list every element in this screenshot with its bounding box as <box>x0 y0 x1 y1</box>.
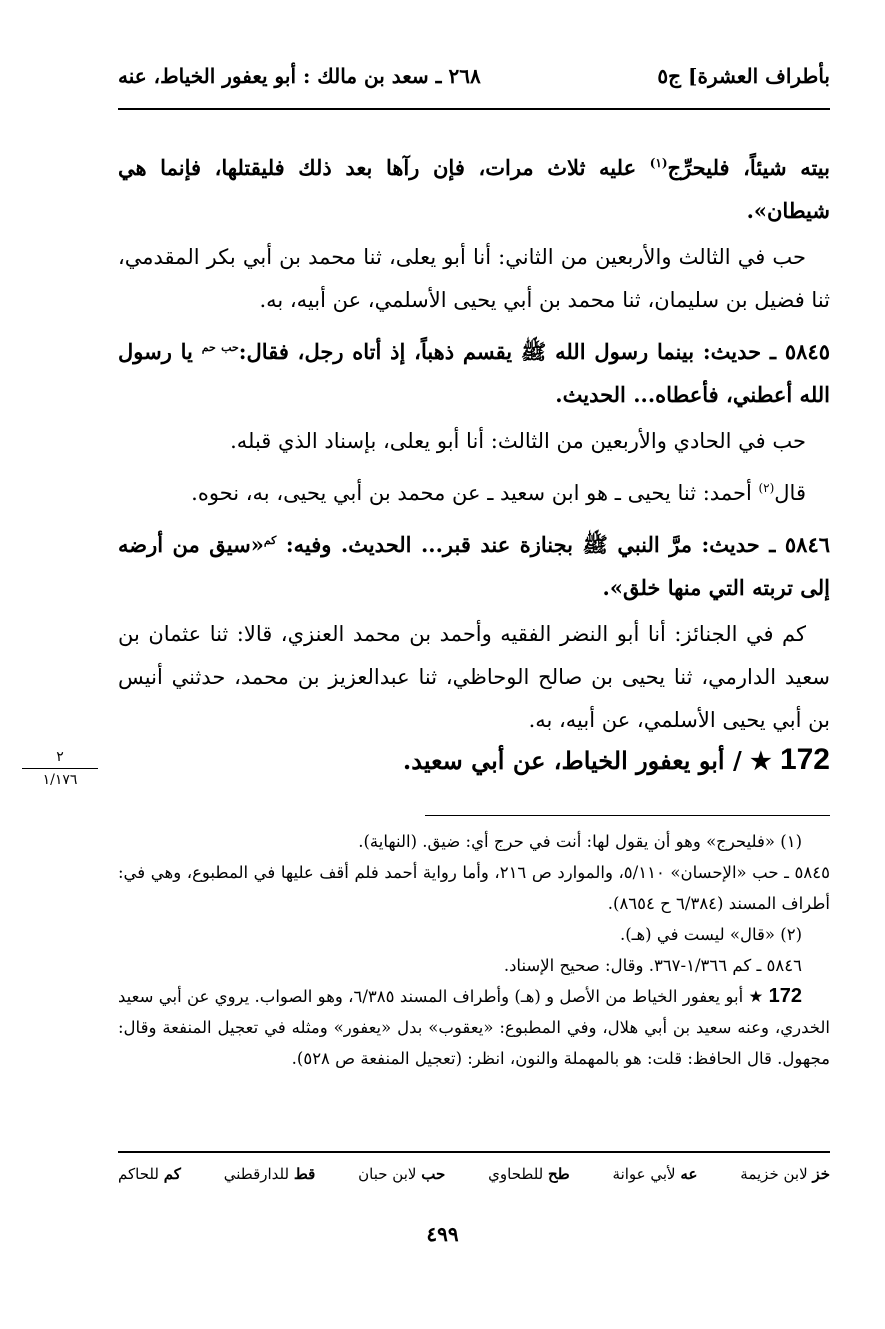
abbreviations-rule <box>118 1151 830 1153</box>
paragraph-5: قال$^{(٢)}$ أحمد: ثنا يحيى ـ هو ابن سعيد ـ عن محمد بن أبي يحيى، به، نحوه. <box>191 481 806 505</box>
paragraph-1: بيته شيئاً، فليحرِّج$^{(١)}$ عليه ثلاث مرات، فإن رآها بعد ذلك فليقتلها، فإنما هي شيطان». <box>118 155 830 223</box>
abbreviation-item: عه لأبي عوانة <box>612 1165 698 1183</box>
paragraph-4: حب في الحادي والأربعين من الثالث: أنا أبو يعلى، بإسناد الذي قبله. <box>230 429 806 453</box>
margin-reference-bottom: ١/١٧٦ <box>42 772 78 788</box>
abbreviation-item: خز لابن خزيمة <box>740 1165 830 1183</box>
header-book-title: بأطراف العشرة] ج٥ <box>657 64 830 88</box>
header-rule <box>118 108 830 110</box>
footnote-5846: ٥٨٤٦ ـ كم ١/٣٦٦-٣٦٧. وقال: صحيح الإسناد. <box>503 956 802 975</box>
paragraph-2: حب في الثالث والأربعين من الثاني: أنا أبو يعلى، ثنا محمد بن أبي بكر المقدمي، ثنا فضيل بن سليمان، ثنا محمد بن أبي يحيى الأسلمي، عن أبيه، به. <box>118 245 830 312</box>
hadith-number: ٥٨٤٦ <box>784 532 831 557</box>
abbreviation-item: كم للحاكم <box>118 1165 181 1183</box>
footnote-1: (١) «فليحرج» وهو أن يقول لها: أنت في حرج أي: ضيق. (النهاية). <box>358 832 802 851</box>
hadith-5846: ٥٨٤٦ ـ حديث: مرَّ النبي ﷺ بجنازة عند قبر... الحديث. وفيه: $^{كم}$«سيق من أرضه إلى تربته التي منها خلق». <box>118 532 831 600</box>
main-text <box>118 142 830 746</box>
footnote-entry-number: 172 <box>768 985 802 1007</box>
star-icon: ★ <box>750 746 772 775</box>
hadith-number: ٥٨٤٥ <box>784 339 830 364</box>
abbreviation-item: طح للطحاوي <box>488 1165 570 1183</box>
entry-heading-172 <box>118 740 830 781</box>
margin-source-marker: حب حم <box>201 341 239 354</box>
footnote-rule <box>425 815 830 816</box>
footnote-ref-1: (١) <box>649 156 668 170</box>
footnote-2: (٢) «قال» ليست في (هـ). <box>619 925 802 944</box>
entry-slash: / <box>732 746 742 775</box>
abbreviation-item: حب لابن حبان <box>358 1165 446 1183</box>
abbreviations-key <box>118 1165 830 1183</box>
entry-number: 172 <box>779 743 830 776</box>
margin-source-marker: كم <box>263 534 277 547</box>
margin-reference-divider <box>22 768 98 769</box>
margin-reference <box>22 748 98 789</box>
entry-title: أبو يعفور الخياط، عن أبي سعيد. <box>402 746 725 775</box>
footnotes <box>118 826 830 1074</box>
footnote-ref-2: (٢) <box>758 481 775 495</box>
header-section-title: ٢٦٨ ـ سعد بن مالك : أبو يعفور الخياط، عنه <box>118 64 481 88</box>
abbreviation-item: قط للدارقطني <box>223 1165 316 1183</box>
page-number: ٤٩٩ <box>426 1222 459 1246</box>
footnote-172: 172 ★ أبو يعفور الخياط من الأصل و (هـ) وأطراف المسند ٦/٣٨٥، وهو الصواب. يروي عن أبي سعيد الخدري، وعنه سعيد بن أبي هلال، وفي المطبوع: «يعقوب» بدل «يعفور» ومثله في تعجيل المنفعة وقال: مجهول. قال الحافظ: قلت: هو بالمهملة والنون، انظر: (تعجيل المنفعة ص ٥٢٨). <box>118 985 830 1068</box>
hadith-5845: ٥٨٤٥ ـ حديث: بينما رسول الله ﷺ يقسم ذهباً، إذ أتاه رجل، فقال:$^{حب حم}$ يا رسول الله أعطني، فأعطاه... الحديث. <box>118 339 830 407</box>
footnote-5845: ٥٨٤٥ ـ حب «الإحسان» ٥/١١٠، والموارد ص ٢١٦، وأما رواية أحمد فلم أقف عليها في المطبوع، وهي في: أطراف المسند (٦/٣٨٤ ح ٨٦٥٤). <box>118 863 830 913</box>
margin-reference-top: ٢ <box>56 749 64 765</box>
running-header <box>118 56 830 96</box>
paragraph-7: كم في الجنائز: أنا أبو النضر الفقيه وأحمد بن محمد العنزي، قالا: ثنا عثمان بن سعيد الدارمي، ثنا يحيى بن صالح الوحاظي، ثنا عبدالعزيز بن محمد، حدثني أنيس بن أبي يحيى الأسلمي، عن أبيه، به. <box>118 622 830 732</box>
